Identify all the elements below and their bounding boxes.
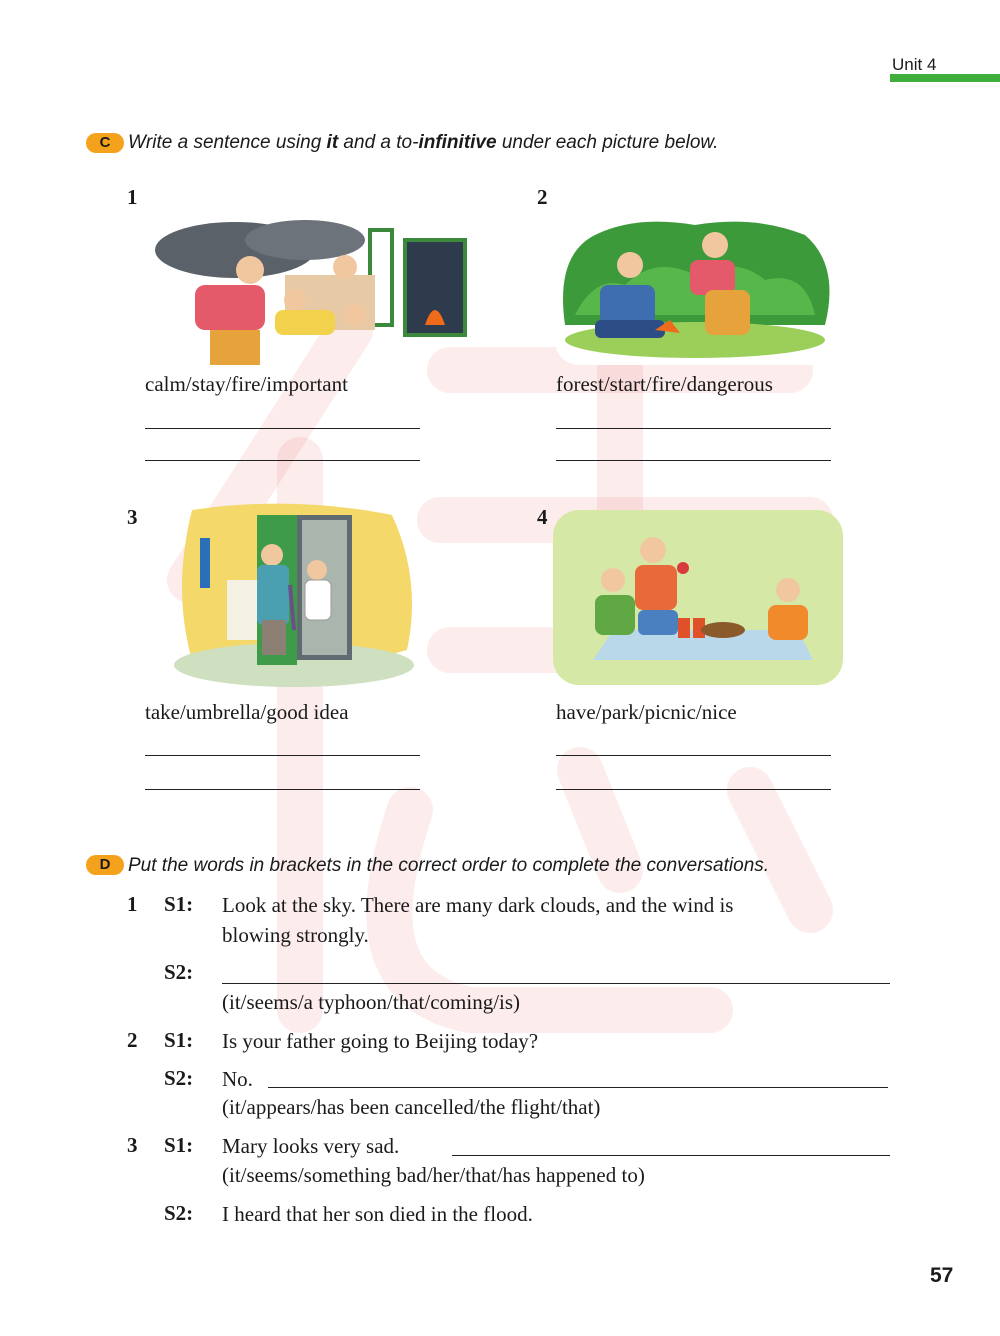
answer-line[interactable]: [556, 789, 831, 790]
prompt-words: forest/start/fire/dangerous: [556, 372, 773, 396]
instruction-text: and a to-: [338, 132, 419, 153]
answer-line[interactable]: [556, 755, 831, 756]
speaker-label: S1:: [164, 892, 194, 916]
answer-line[interactable]: [452, 1155, 890, 1156]
forest-campfire-illustration: [555, 215, 835, 365]
dialogue-line: blowing strongly.: [222, 923, 369, 947]
conversation-number: 3: [127, 1133, 138, 1157]
answer-line[interactable]: [268, 1087, 888, 1088]
dialogue-line: I heard that her son died in the flood.: [222, 1202, 533, 1226]
answer-line[interactable]: [556, 460, 831, 461]
dialogue-line: Mary looks very sad.: [222, 1134, 400, 1158]
prompt-words: have/park/picnic/nice: [556, 700, 737, 724]
page-number: 57: [930, 1264, 954, 1287]
section-d-instruction: Put the words in brackets in the correct order to complete the conversations.: [128, 855, 770, 876]
section-c-badge: C: [86, 133, 124, 153]
item-number: 1: [127, 185, 138, 209]
item-number: 2: [537, 185, 548, 209]
speaker-label: S1:: [164, 1133, 194, 1157]
instruction-keyword-it: it: [326, 132, 339, 153]
speaker-label: S2:: [164, 1066, 194, 1090]
conversation-number: 1: [127, 892, 138, 916]
dialogue-line: Look at the sky. There are many dark clouds, and the wind is: [222, 893, 734, 917]
speaker-label: S2:: [164, 1201, 194, 1225]
word-hint: (it/appears/has been cancelled/the flight/that): [222, 1095, 601, 1119]
word-hint: (it/seems/a typhoon/that/coming/is): [222, 990, 521, 1014]
instruction-text: under each picture below.: [496, 132, 719, 153]
park-picnic-illustration: [553, 510, 843, 685]
answer-line[interactable]: [145, 460, 420, 461]
section-d-badge: D: [86, 855, 124, 875]
unit-label: Unit 4: [892, 55, 937, 74]
dialogue-line: No.: [222, 1067, 253, 1091]
speaker-label: S1:: [164, 1028, 194, 1052]
prompt-words: calm/stay/fire/important: [145, 372, 348, 396]
section-c-instruction: [128, 132, 718, 154]
conversation-number: 2: [127, 1028, 138, 1052]
answer-line[interactable]: [145, 789, 420, 790]
unit-accent-bar: [890, 74, 1000, 82]
item-number: 3: [127, 505, 138, 529]
item-number: 4: [537, 505, 548, 529]
umbrella-doorway-illustration: [172, 500, 417, 690]
prompt-words: take/umbrella/good idea: [145, 700, 349, 724]
word-hint: (it/seems/something bad/her/that/has happened to): [222, 1163, 645, 1187]
instruction-keyword-infinitive: infinitive: [418, 132, 497, 153]
answer-line[interactable]: [222, 983, 890, 984]
fire-escape-illustration: [155, 215, 470, 365]
dialogue-line: Is your father going to Beijing today?: [222, 1029, 539, 1053]
answer-line[interactable]: [145, 755, 420, 756]
answer-line[interactable]: [556, 428, 831, 429]
answer-line[interactable]: [145, 428, 420, 429]
instruction-text: Write a sentence using: [128, 132, 327, 153]
speaker-label: S2:: [164, 960, 194, 984]
